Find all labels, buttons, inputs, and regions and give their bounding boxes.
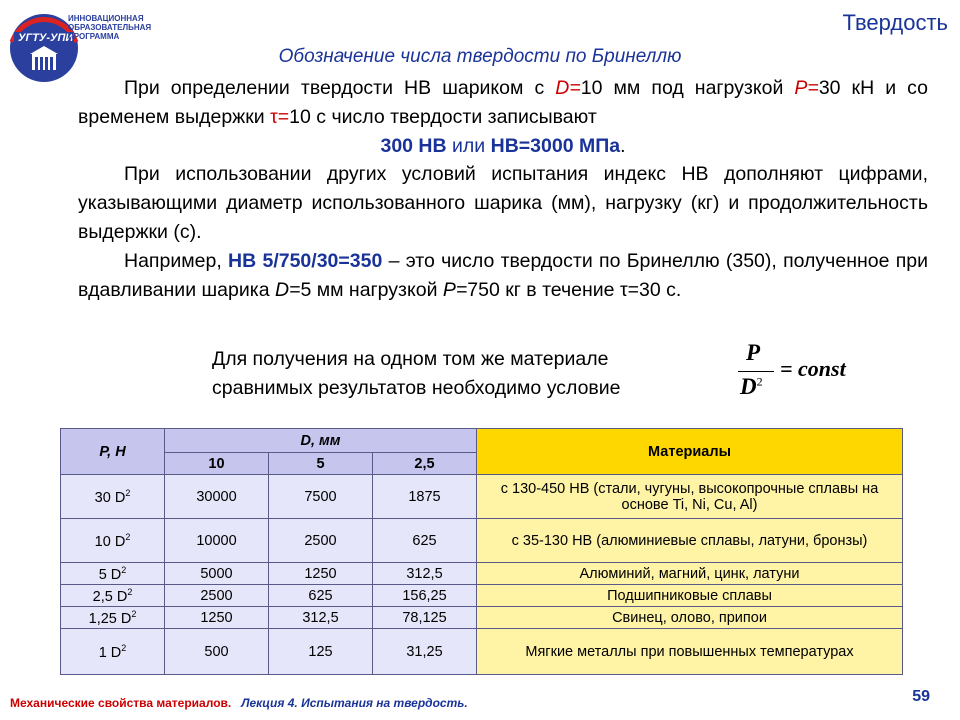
logo-line-1: ИННОВАЦИОННАЯ <box>68 14 144 23</box>
cell-value: 156,25 <box>373 585 477 607</box>
logo-line-3: ПРОГРАММА <box>68 32 120 41</box>
brinell-load-table <box>60 428 903 675</box>
cell-value: 30000 <box>165 475 269 519</box>
p1-result-1: 300 НВ <box>380 135 447 157</box>
cell-value: 312,5 <box>269 607 373 629</box>
row-load: 1,25 $D^2$ <box>61 607 165 629</box>
p1-p-label: P= <box>794 77 819 99</box>
p3-d-label: D= <box>274 279 301 301</box>
p1-result-2: НВ=3000 МПа <box>490 135 621 157</box>
slide-subtitle: Обозначение числа твердости по Бринеллю <box>278 46 682 67</box>
p1-d-label: D= <box>555 77 581 99</box>
condition-line-2: сравнимых результатов необходимо условие <box>212 377 621 399</box>
d-header-10: 10 <box>165 453 269 475</box>
table-row <box>61 585 903 607</box>
p1-text-1: При определении твердости НВ шариком с <box>124 77 556 99</box>
table-row <box>61 475 903 519</box>
p3-text-2: – это число твердости по Бринеллю (350), полученное при вдавливании шарика <box>78 250 928 301</box>
cell-material: Мягкие металлы при повышенных температурах <box>477 629 903 675</box>
p3-text-5: 30 с. <box>639 279 682 301</box>
p1-dot: . <box>620 135 626 157</box>
formula-exponent: 2 <box>756 374 763 389</box>
formula-rhs: = const <box>780 356 846 381</box>
d-header-2-5: 2,5 <box>373 453 477 475</box>
cell-material: Алюминий, магний, цинк, латуни <box>477 563 903 585</box>
table-row <box>61 519 903 563</box>
table-row <box>61 607 903 629</box>
cell-value: 625 <box>269 585 373 607</box>
footer-course: Механические свойства материалов. <box>10 696 232 710</box>
formula-fraction-bar <box>738 371 774 372</box>
formula-numerator: P <box>746 340 761 365</box>
p3-tau-label: τ= <box>619 279 640 301</box>
row-load: 10 $D^2$ <box>61 519 165 563</box>
condition-line-1: Для получения на одном том же материале <box>212 348 609 370</box>
col-header-d: D, мм <box>165 429 477 453</box>
cell-value: 1250 <box>269 563 373 585</box>
cell-material: Подшипниковые сплавы <box>477 585 903 607</box>
row-load: 30 $D^2$ <box>61 475 165 519</box>
cell-value: 78,125 <box>373 607 477 629</box>
p1-text-4: 10 с число твердости записывают <box>289 106 597 128</box>
row-load: 2,5 $D^2$ <box>61 585 165 607</box>
col-header-p: P, H <box>61 429 165 475</box>
cell-value: 7500 <box>269 475 373 519</box>
cell-value: 2500 <box>165 585 269 607</box>
col-header-materials: Материалы <box>477 429 903 475</box>
paragraph-hb-standard <box>78 74 928 161</box>
slide-title: Твердость <box>842 10 948 35</box>
p3-text-3: 5 мм нагрузкой <box>300 279 443 301</box>
row-load: 5 $D^2$ <box>61 563 165 585</box>
paragraph-other-conditions: При использовании других условий испытания индекс НВ дополняют цифрами, указывающими диаметр использованного шарика (мм), нагрузку (кг) и продолжительность выдержки (с). <box>78 163 928 243</box>
logo-abbr: УГТУ-УПИ <box>18 32 74 44</box>
condition-text <box>212 345 621 403</box>
footer-lecture: Лекция 4. Испытания на твердость. <box>241 696 468 710</box>
paragraph-example <box>78 247 928 305</box>
cell-value: 5000 <box>165 563 269 585</box>
cell-value: 10000 <box>165 519 269 563</box>
p1-text-3: 30 кН и со временем выдержки <box>78 77 928 128</box>
cell-value: 1250 <box>165 607 269 629</box>
p3-text-4: 750 кг в течение <box>467 279 620 301</box>
cell-value: 312,5 <box>373 563 477 585</box>
cell-value: 2500 <box>269 519 373 563</box>
cell-value: 500 <box>165 629 269 675</box>
d-header-5: 5 <box>269 453 373 475</box>
cell-material: с 35-130 НВ (алюминиевые сплавы, латуни, бронзы) <box>477 519 903 563</box>
cell-material: с 130-450 НВ (стали, чугуны, высокопрочные сплавы на основе Ti, Ni, Cu, Al) <box>477 475 903 519</box>
row-load: 1 $D^2$ <box>61 629 165 675</box>
p3-p-label: P= <box>442 279 468 301</box>
p3-code: НВ 5/750/30=350 <box>228 250 383 272</box>
cell-value: 31,25 <box>373 629 477 675</box>
cell-material: Свинец, олово, припои <box>477 607 903 629</box>
cell-value: 1875 <box>373 475 477 519</box>
formula-denominator: D <box>740 374 757 399</box>
cell-value: 625 <box>373 519 477 563</box>
formula-p-over-d2 <box>736 340 876 404</box>
p1-text-2: 10 мм под нагрузкой <box>580 77 795 99</box>
page-number: 59 <box>912 688 930 705</box>
footer <box>10 696 468 710</box>
logo-line-2: ОБРАЗОВАТЕЛЬНАЯ <box>68 23 152 32</box>
p3-text-1: Например, <box>124 250 229 272</box>
p1-or: или <box>446 135 491 157</box>
table-row <box>61 629 903 675</box>
cell-value: 125 <box>269 629 373 675</box>
p1-tau-label: τ= <box>270 106 290 128</box>
table-row <box>61 563 903 585</box>
